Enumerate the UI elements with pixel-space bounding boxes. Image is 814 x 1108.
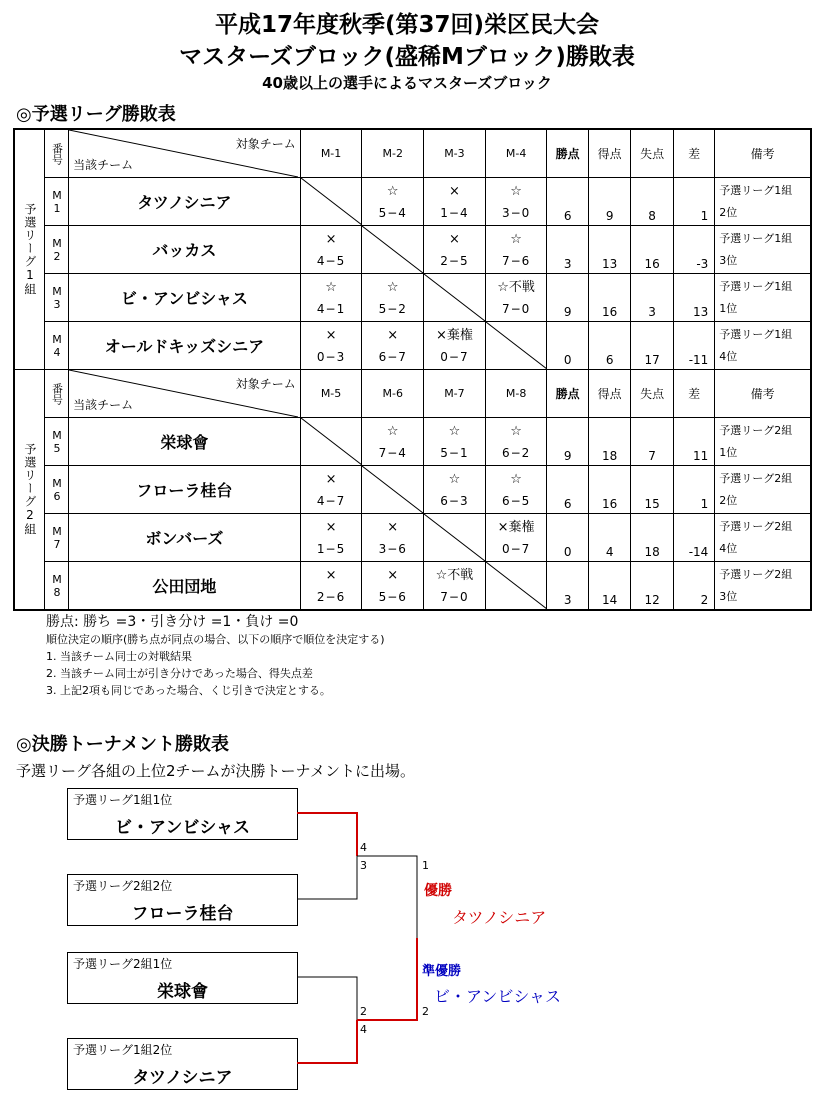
result-mark: ☆不戦	[497, 279, 535, 295]
team-number: M8	[44, 562, 68, 611]
win-points-header: 勝点	[547, 370, 588, 418]
goal-diff: 11	[673, 418, 714, 466]
team-number: M5	[44, 418, 68, 466]
result-mark: ☆	[386, 183, 399, 199]
order-rule-1: 1. 当該チーム同士の対戦結果	[46, 650, 192, 663]
goal-diff: -14	[673, 514, 714, 562]
result-mark: ☆	[510, 183, 522, 199]
goals-for: 9	[588, 178, 630, 226]
result-score: 0−3	[316, 349, 346, 364]
runner-up-team: ビ・アンビシャス	[434, 987, 562, 1006]
page-title: 平成17年度秋季(第37回)栄区民大会	[214, 12, 600, 38]
order-rule-2: 2. 当該チーム同士が引き分けであった場合、得失点差	[46, 667, 313, 680]
remarks-rank: 4位	[719, 541, 738, 555]
result-score: 6−7	[378, 349, 407, 364]
bracket-seed-label: 予選リーグ1組1位	[73, 793, 173, 807]
win-points: 0	[547, 514, 588, 562]
result-score: 2−5	[440, 253, 469, 268]
match-header: M-7	[424, 370, 486, 418]
result-mark: ☆	[386, 279, 399, 295]
goals-against: 17	[631, 322, 673, 370]
result-score: 5−1	[440, 445, 469, 460]
team-number: M4	[44, 322, 68, 370]
team-name: バッカス	[69, 226, 301, 274]
win-points: 3	[547, 226, 588, 274]
result-score: 7−0	[440, 589, 469, 604]
bracket-seed-label: 予選リーグ1組2位	[73, 1043, 173, 1057]
result-mark: ×棄権	[497, 519, 535, 535]
result-mark: ☆	[325, 279, 337, 295]
result-score: 1−4	[440, 205, 469, 220]
team-number: M2	[44, 226, 68, 274]
team-number: M6	[44, 466, 68, 514]
remarks-rank: 1位	[719, 301, 738, 315]
result-mark: ☆	[448, 423, 461, 439]
result-mark: ☆不戦	[435, 567, 474, 583]
result-mark: ×	[387, 519, 399, 535]
order-rule-3: 3. 上記2項も同じであった場合、くじ引きで決定とする。	[46, 684, 331, 697]
result-score: 0−7	[440, 349, 469, 364]
goal-diff: -3	[673, 226, 714, 274]
league-section-title: ◎予選リーグ勝敗表	[16, 104, 176, 125]
team-name: フローラ桂台	[69, 466, 301, 514]
result-score: 5−2	[378, 301, 407, 316]
result-score: 7−4	[378, 445, 407, 460]
remarks-rank: 1位	[719, 445, 738, 459]
result-mark: ×	[448, 231, 460, 247]
result-score: 7−0	[501, 301, 531, 316]
match-header: M-4	[485, 129, 547, 178]
bracket-team: ビ・アンビシャス	[115, 818, 250, 838]
remarks-group: 予選リーグ2組	[719, 567, 793, 581]
result-mark: ☆	[510, 231, 522, 247]
remarks-group: 予選リーグ2組	[719, 423, 793, 437]
semi2-score-bottom: 4	[360, 1023, 367, 1036]
result-mark: ×	[325, 567, 337, 583]
win-points: 6	[547, 178, 588, 226]
remarks-header: 備考	[715, 129, 811, 178]
bracket-line	[297, 977, 357, 1020]
result-score: 5−6	[378, 589, 407, 604]
bracket-team: タツノシニア	[132, 1068, 233, 1088]
team-number: M1	[44, 178, 68, 226]
result-mark: ×	[448, 183, 460, 199]
result-score: 5−4	[378, 205, 407, 220]
group-label: 予選リーグ2組	[14, 370, 44, 611]
match-header: M-6	[362, 370, 424, 418]
num-header: 番号	[44, 370, 68, 418]
remarks-group: 予選リーグ2組	[719, 471, 793, 485]
result-mark: ☆	[510, 471, 522, 487]
final-score-bottom: 2	[422, 1005, 429, 1018]
result-score: 4−1	[316, 301, 346, 316]
bracket-seed-label: 予選リーグ2組2位	[73, 879, 173, 893]
goal-diff: 13	[673, 274, 714, 322]
bracket-line-winner	[297, 1020, 357, 1063]
remarks-rank: 2位	[719, 493, 738, 507]
result-mark: ×	[387, 567, 399, 583]
goals-against: 3	[631, 274, 673, 322]
result-score: 6−5	[501, 493, 531, 508]
result-mark: ×棄権	[435, 327, 473, 343]
goals-against: 7	[631, 418, 673, 466]
semi2-score-top: 2	[360, 1005, 367, 1018]
page-subtitle: マスターズブロック(盛稀Mブロック)勝敗表	[179, 44, 635, 70]
goals-for: 18	[588, 418, 630, 466]
diff-header: 差	[673, 129, 714, 178]
match-header: M-3	[424, 129, 486, 178]
goals-against: 15	[631, 466, 673, 514]
win-points: 3	[547, 562, 588, 611]
final-score-top: 1	[422, 859, 429, 872]
goals-for: 4	[588, 514, 630, 562]
this-team-label: 当該チーム	[73, 158, 134, 172]
result-score: 6−2	[501, 445, 531, 460]
bracket-team: 栄球會	[157, 982, 208, 1002]
points-rule: 勝点: 勝ち =3・引き分け =1・負け =0	[46, 614, 299, 630]
order-rule: 順位決定の順序(勝ち点が同点の場合、以下の順序で順位を決定する)	[46, 633, 385, 646]
result-mark: ☆	[386, 423, 399, 439]
goals-for: 16	[588, 466, 630, 514]
result-score: 2−6	[316, 589, 346, 604]
champion-team: タツノシニア	[452, 908, 547, 927]
champion-label: 優勝	[424, 883, 452, 899]
result-score: 3−0	[501, 205, 531, 220]
result-mark: ☆	[448, 471, 461, 487]
goals-for: 14	[588, 562, 630, 611]
match-header: M-5	[300, 370, 362, 418]
team-name: 栄球會	[69, 418, 301, 466]
team-number: M3	[44, 274, 68, 322]
page-description: 40歳以上の選手によるマスターズブロック	[262, 74, 552, 92]
target-team-label: 対象チーム	[235, 137, 296, 151]
scored-header: 得点	[588, 370, 630, 418]
result-mark: ×	[325, 471, 337, 487]
result-score: 0−7	[501, 541, 531, 556]
target-team-label: 対象チーム	[235, 377, 296, 391]
team-name: ボンバーズ	[69, 514, 301, 562]
remarks-rank: 4位	[719, 349, 738, 363]
result-score: 3−6	[378, 541, 407, 556]
goals-for: 16	[588, 274, 630, 322]
remarks-group: 予選リーグ1組	[719, 327, 793, 341]
tournament-section-title: ◎決勝トーナメント勝敗表	[16, 734, 229, 755]
result-mark: ×	[325, 327, 337, 343]
goals-against: 12	[631, 562, 673, 611]
result-mark: ×	[325, 519, 337, 535]
result-score: 1−5	[316, 541, 346, 556]
team-name: タツノシニア	[69, 178, 301, 226]
goal-diff: 1	[673, 466, 714, 514]
goals-against: 18	[631, 514, 673, 562]
tournament-intro: 予選リーグ各組の上位2チームが決勝トーナメントに出場。	[16, 762, 415, 780]
win-points: 6	[547, 466, 588, 514]
win-points: 9	[547, 418, 588, 466]
result-score: 4−5	[316, 253, 346, 268]
result-score: 7−6	[501, 253, 531, 268]
goal-diff: 2	[673, 562, 714, 611]
diff-header: 差	[673, 370, 714, 418]
goal-diff: 1	[673, 178, 714, 226]
team-name: 公田団地	[69, 562, 301, 611]
bracket-team: フローラ桂台	[131, 904, 234, 924]
win-points: 9	[547, 274, 588, 322]
match-header: M-1	[300, 129, 362, 178]
group-label: 予選リーグ1組	[14, 129, 44, 370]
goals-for: 13	[588, 226, 630, 274]
match-header: M-8	[485, 370, 547, 418]
remarks-group: 予選リーグ1組	[719, 279, 793, 293]
result-mark: ×	[325, 231, 337, 247]
result-mark: ×	[387, 327, 399, 343]
remarks-rank: 2位	[719, 205, 738, 219]
result-mark: ☆	[510, 423, 522, 439]
goal-diff: -11	[673, 322, 714, 370]
semi1-score-bottom: 3	[360, 859, 367, 872]
bracket-line-winner	[297, 813, 357, 856]
result-score: 6−3	[440, 493, 469, 508]
match-header: M-2	[362, 129, 424, 178]
bracket-line	[297, 856, 357, 899]
win-points-header: 勝点	[547, 129, 588, 178]
team-name: オールドキッズシニア	[69, 322, 301, 370]
remarks-rank: 3位	[719, 253, 738, 267]
remarks-group: 予選リーグ1組	[719, 183, 793, 197]
semi1-score-top: 4	[360, 841, 367, 854]
scored-header: 得点	[588, 129, 630, 178]
num-header: 番号	[44, 129, 68, 178]
conceded-header: 失点	[631, 370, 673, 418]
this-team-label: 当該チーム	[73, 398, 134, 412]
runner-up-label: 準優勝	[422, 964, 462, 979]
remarks-header: 備考	[715, 370, 811, 418]
goals-for: 6	[588, 322, 630, 370]
goals-against: 16	[631, 226, 673, 274]
goals-against: 8	[631, 178, 673, 226]
team-name: ビ・アンビシャス	[69, 274, 301, 322]
team-number: M7	[44, 514, 68, 562]
remarks-group: 予選リーグ1組	[719, 231, 793, 245]
win-points: 0	[547, 322, 588, 370]
bracket-seed-label: 予選リーグ2組1位	[73, 957, 173, 971]
remarks-group: 予選リーグ2組	[719, 519, 793, 533]
result-score: 4−7	[316, 493, 346, 508]
conceded-header: 失点	[631, 129, 673, 178]
remarks-rank: 3位	[719, 589, 738, 603]
